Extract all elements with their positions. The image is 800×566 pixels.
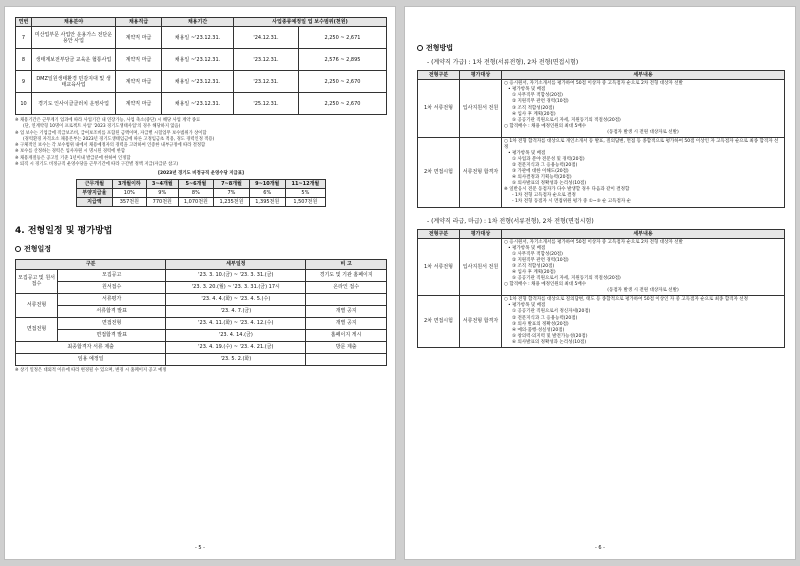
schedule-note — [306, 293, 387, 305]
table-cell: 2,576 ~ 2,895 — [298, 49, 386, 71]
schedule-note: 방문 제출 — [306, 341, 387, 353]
table-cell: 7 — [16, 27, 32, 49]
table-cell: 1,070천원 — [178, 198, 214, 207]
col-header: 평가대상 — [460, 229, 502, 238]
method-heading-2: - (계약직 라급, 마급) : 1차 전형(서류전형), 2차 전형(면접시험) — [427, 217, 594, 225]
col-header: 9~10개월 — [249, 179, 285, 188]
table-row — [16, 27, 387, 49]
method-target: 서류전형 합격자 — [460, 296, 502, 348]
method-row — [418, 296, 785, 348]
list-item: ○ 합격배수 : 채용 예정인원의 최대 5배수 — [504, 123, 587, 129]
table-cell: '23.12.31. — [234, 49, 299, 71]
list-item: ⑤ 공공기관 직원으로서 자세, 지원동기의 적절성(20점) — [512, 117, 621, 123]
schedule-row — [16, 317, 387, 329]
method-detail-list — [504, 297, 782, 346]
schedule-item: 모집공고 — [58, 269, 166, 281]
table-cell: 2,250 ~ 2,670 — [298, 93, 386, 115]
schedule-note: 온라인 접수 — [306, 281, 387, 293]
schedule-row — [16, 329, 387, 341]
method-details — [502, 296, 785, 348]
schedule-item: 최종합격자 서류 제출 — [16, 341, 166, 353]
schedule-row — [16, 269, 387, 281]
list-item: ④ 입사 후 계획(20점) — [512, 270, 556, 276]
table-cell: 6% — [249, 188, 285, 197]
recruitment-table — [15, 17, 387, 115]
col-header: 근무개월 — [77, 179, 113, 188]
schedule-date: '23. 4. 14.(금) — [166, 329, 306, 341]
method-details — [502, 137, 785, 207]
page6-title-text: 전형방법 — [426, 44, 454, 52]
section-title: 4. 전형일정 및 평가방법 — [15, 226, 113, 237]
table-row — [16, 93, 387, 115]
table-cell: 8 — [16, 49, 32, 71]
table-cell: DMZ일원생태환경 민감지대 및 생태교육사업 — [32, 71, 116, 93]
table-cell: 지급액 — [77, 198, 113, 207]
list-item: • 평가항목 및 배점 — [508, 303, 546, 309]
schedule-group: 모집공고 및 원서접수 — [16, 269, 58, 293]
method-stage: 2차 면접시험 — [418, 296, 460, 348]
schedule-item: 서류합격 발표 — [58, 305, 166, 317]
method-table-1 — [417, 70, 785, 208]
method-header-row — [418, 229, 785, 238]
schedule-item: 면접전형 — [58, 317, 166, 329]
page-number: - 6 - — [595, 545, 605, 551]
list-item: ④ 입사 후 계획(20점) — [512, 111, 556, 117]
table-cell: 1,235천원 — [214, 198, 250, 207]
col-header: 세부일정 — [166, 260, 306, 269]
schedule-date: '23. 4. 19.(수) ~ '23. 4. 21.(금) — [166, 341, 306, 353]
list-item: ○ 응시원서, 자기소개서를 평가하여 50점 이상자 중 고득점자 순으로 2차 전형 대상자 선발 — [504, 239, 683, 245]
method-stage: 1차 서류전형 — [418, 80, 460, 138]
method-header-row — [418, 71, 785, 80]
method-target: 입사지원서 전원 — [460, 238, 502, 296]
list-item: (동점자 발생 시 전원 대상자로 선발) — [607, 129, 679, 135]
table-cell: '25.12.31. — [234, 93, 299, 115]
page6-content — [417, 43, 785, 348]
schedule-group: 면접전형 — [16, 317, 58, 341]
table-cell: 9% — [146, 188, 178, 197]
col-header: 전형구분 — [418, 229, 460, 238]
list-item: ○ 1차 전형 합격자를 대상으로 개인소개서 등 발표, 질의답변, 면접 등 종합적으로 평가하여 50점 이상인 자 고득점자 순으로 최종 합격자 선정 — [504, 138, 779, 150]
method-target: 서류전형 합격자 — [460, 137, 502, 207]
schedule-row — [16, 305, 387, 317]
table-cell: 생태계보전부담금 교육운 협통사업 — [32, 49, 116, 71]
schedule-header-row — [16, 260, 387, 269]
table-cell: 경기도 인사이클클러치 운영사업 — [32, 93, 116, 115]
table-row — [77, 188, 326, 197]
list-item: ② 전문지식과 그 응용능력(20점) — [512, 315, 578, 321]
schedule-row — [16, 293, 387, 305]
table-cell: 계약직 마급 — [116, 71, 162, 93]
table-cell: 10% — [112, 188, 146, 197]
list-item: • 평가항목 및 배점 — [508, 87, 546, 93]
schedule-date: '23. 4. 4.(화) ~ '23. 4. 5.(수) — [166, 293, 306, 305]
col-header: 전형구분 — [418, 71, 460, 80]
table-cell: 770천원 — [146, 198, 178, 207]
table-row — [16, 71, 387, 93]
table-cell: 미산업부문 사업안 운용가스 전단운용안 사업 — [32, 27, 116, 49]
col-header: 사업종류예정일 업 보수범위(천원) — [234, 18, 387, 27]
list-item: - 1차 전형 고득점자 순으로 결정 — [512, 193, 576, 199]
note-line: (단, 연계약형 10명이 프로젝트 사업' '2023 경기도생태사업'의 경우 해당하지 않음) — [23, 124, 181, 130]
col-header: 채용직급 — [116, 18, 162, 27]
allowance-header-row — [77, 179, 326, 188]
list-item: • 평가항목 및 배점 — [508, 150, 546, 156]
schedule-row — [16, 341, 387, 353]
list-item: • 평가항목 및 배점 — [508, 245, 546, 251]
table-cell: 채용일 ~'23.12.31. — [162, 71, 234, 93]
col-header: 3개월이하 — [112, 179, 146, 188]
table-cell: 1,507천원 — [285, 198, 325, 207]
col-header: 채용기간 — [162, 18, 234, 27]
schedule-table — [15, 259, 387, 365]
method-details — [502, 238, 785, 296]
table-cell: 1,395천원 — [249, 198, 285, 207]
schedule-date: '23. 3. 20.(월) ~ '23. 3. 31.(금) 17시 — [166, 281, 306, 293]
table-cell: 계약직 마급 — [116, 93, 162, 115]
note-line: ※ 보수를 산정하는 경력은 입사자원 시 명시된 경력에 한함 — [15, 149, 125, 155]
schedule-item: 면접합격 발표 — [58, 329, 166, 341]
schedule-note: 경기도 및 기관 홈페이지 — [306, 269, 387, 281]
list-item: ⑤ 공공기관 직원으로서 자세, 지원동기의 적절성(20점) — [512, 276, 621, 282]
col-header: 연번 — [16, 18, 32, 27]
list-item: ③ 조직 적합성(20점) — [512, 264, 555, 269]
schedule-item: 원서접수 — [58, 281, 166, 293]
method-detail-list — [504, 81, 782, 136]
method-detail-list — [504, 139, 782, 206]
table-cell: 10 — [16, 93, 32, 115]
circle-bullet-icon — [15, 246, 21, 252]
method-table-2-body — [418, 238, 785, 347]
table-cell: 채용일 ~'23.12.31. — [162, 27, 234, 49]
table-cell: 채용일 ~'23.12.31. — [162, 93, 234, 115]
subsection-title-text: 전형일정 — [24, 245, 52, 254]
note-line: ※ 업 보수는 기업급에 직급보조비, 급여보조비를 포함된 금액이며, 자급별 시험업무 보수범위가 상이함 — [15, 130, 207, 136]
schedule-row — [16, 353, 387, 365]
list-item: ③ 가관에 대한 이해도(20점) — [512, 169, 569, 175]
schedule-group: 서류전형 — [16, 293, 58, 317]
list-item: ① 사업과 분야 전문성 및 경력(20점) — [512, 157, 585, 162]
list-item: ⑤ 창의력·의지력 및 발전가능성(20점) — [512, 333, 588, 339]
method-target: 입사지원서 전원 — [460, 80, 502, 138]
list-item: ② 전문지식과 그 응용능력(20점) — [512, 163, 578, 169]
method-table-2 — [417, 229, 785, 348]
col-header: 세부내용 — [502, 229, 785, 238]
method-heading-1: - (계약직 가급) : 1차 전형(서류전형), 2차 전형(면접시험) — [427, 59, 579, 66]
method-row — [418, 80, 785, 138]
list-item: ③ 의사 발표의 정확성(20점) — [512, 321, 569, 327]
table-cell: 7% — [214, 188, 250, 197]
method-stage: 2차 면접시험 — [418, 137, 460, 207]
page-6 — [404, 6, 796, 560]
schedule-row — [16, 281, 387, 293]
list-item: ○ 응시원서, 자기소개서를 평가하여 50점 이상자 중 고득점자 순으로 2차 전형 대상자 선발 — [504, 81, 683, 87]
schedule-note: 개별 공지 — [306, 305, 387, 317]
schedule-note: 개별 공지 — [306, 317, 387, 329]
col-header: 3~4개월 — [146, 179, 178, 188]
table-row — [16, 49, 387, 71]
col-header: 7~8개월 — [214, 179, 250, 188]
method-details — [502, 80, 785, 138]
method-row — [418, 238, 785, 296]
list-item: ⑥ 의사발표의 정확성과 논리성(10점) — [512, 339, 587, 345]
schedule-date: '23. 4. 11.(화) ~ '23. 4. 12.(수) — [166, 317, 306, 329]
list-item: ⑤ 의사발표의 정확성과 논리성(10점) — [512, 181, 587, 187]
method-detail-list — [504, 240, 782, 295]
table-cell: 357천원 — [112, 198, 146, 207]
table-header-row — [16, 18, 387, 27]
page5-content — [15, 17, 387, 374]
col-header: 5~6개월 — [178, 179, 214, 188]
allowance-table — [76, 179, 326, 208]
circle-bullet-icon — [417, 45, 423, 51]
col-header: 11~12개월 — [285, 179, 325, 188]
schedule-date: '23. 5. 2.(화) — [166, 353, 306, 365]
table-cell: 계약직 마급 — [116, 27, 162, 49]
page-number: - 5 - — [195, 545, 205, 551]
list-item: ① 사무직무 적합성(20점) — [512, 251, 563, 257]
table-cell: 계약직 마급 — [116, 49, 162, 71]
list-item: ① 사무직무 적합성(20점) — [512, 93, 563, 99]
note-line: (경력환경 자격요소 채용본부는 2023년 경기도생태임금에 따른 고정임금초 적용, 경도 경력인정 적용) — [23, 136, 215, 142]
col-header: 채용분야 — [32, 18, 116, 27]
method-row — [418, 137, 785, 207]
list-item: ④ 의사결정과 기획능력(20점) — [512, 175, 572, 181]
recruitment-table-body — [16, 27, 387, 115]
note-line: ※ 구체적인 보수는 각 보수범위 내에서 채용예정자의 경력을 고려하여 인증한 내부규정에 따라 결정함 — [15, 143, 206, 149]
list-item: ○ 합격배수 : 채용 예정인원의 최대 5배수 — [504, 282, 587, 288]
page6-title — [417, 43, 785, 53]
notes-block — [15, 118, 387, 168]
schedule-note — [306, 353, 387, 365]
list-item: ② 지원직무 관련 경력(10점) — [512, 99, 569, 105]
col-header: 비 고 — [306, 260, 387, 269]
table-cell: 9 — [16, 71, 32, 93]
table-cell: '23.12.31. — [234, 71, 299, 93]
note-line: ※ 채용기간은 근무계기 업과에 따라 사업기간 내 연장가능, 사업 축소(중단) 시 해당 사업 계약 종료 — [15, 118, 201, 124]
table-row — [77, 198, 326, 207]
page-5 — [4, 6, 396, 560]
col-header: 구분 — [16, 260, 166, 269]
table-cell: 5% — [285, 188, 325, 197]
table-cell: 채용일 ~'23.12.31. — [162, 49, 234, 71]
schedule-item: 임용 예정일 — [16, 353, 166, 365]
table-cell: 2,250 ~ 2,670 — [298, 71, 386, 93]
list-item: ① 공공기관 직원으로서 정신자세(20점) — [512, 309, 591, 315]
subsection-title — [15, 244, 387, 254]
schedule-date: '23. 4. 7.(금) — [166, 305, 306, 317]
schedule-date: '23. 3. 10.(금) ~ '23. 3. 31.(금) — [166, 269, 306, 281]
table-cell: 2,250 ~ 2,671 — [298, 27, 386, 49]
allowance-table-body — [77, 188, 326, 207]
note-line: ※ 퇴직 시 경기도 비정규직 운영수당을 근무기간에 따라 구간별 정액 지급(자급분 참고) — [15, 161, 179, 167]
allowance-table-title: [2023년 경기도 비정규직 운영수당 지급표] — [158, 171, 244, 176]
schedule-table-body — [16, 269, 387, 365]
list-item: ② 지원직무 관련 경력(10점) — [512, 257, 569, 263]
schedule-footnote: ※ 상기 일정은 대외적 이유에 따라 변경될 수 있으며, 변경 시 홈페이지 공고 예정 — [15, 367, 167, 373]
schedule-note: 홈페이지 게시 — [306, 329, 387, 341]
method-stage: 1차 서류전형 — [418, 238, 460, 296]
schedule-item: 서류평가 — [58, 293, 166, 305]
list-item: (동점자 발생 시 전원 대상자로 선발) — [607, 288, 679, 294]
col-header: 평가대상 — [460, 71, 502, 80]
note-line: ※ 채용계절등은 공고일 기준 1년이내 발급분에 한하여 인정함 — [15, 155, 131, 161]
table-cell: '24.12.31. — [234, 27, 299, 49]
list-item: ③ 조직 적합성(20점) — [512, 105, 555, 111]
method-table-1-body — [418, 80, 785, 207]
list-item: ○ 1차 전형 합격자를 대상으로 질의답변, 태도 등 종합적으로 평가하여 50점 이상인 자 중 고득점자 순으로 최종 합격자 선정 — [504, 297, 748, 303]
col-header: 세부내용 — [502, 71, 785, 80]
table-cell: 부양지급율 — [77, 188, 113, 197]
list-item: - 1차 전형 동점자 시 면접위원 평가 중 ①~⑤ 순 고득점자 순 — [512, 199, 631, 205]
list-item: ④ 예의·품행·성실성(20점) — [512, 327, 565, 333]
list-item: ※ 일반응시 전문 동점자가 다수 발생할 경우 다음과 같이 결정함 — [504, 187, 630, 193]
table-cell: 8% — [178, 188, 214, 197]
